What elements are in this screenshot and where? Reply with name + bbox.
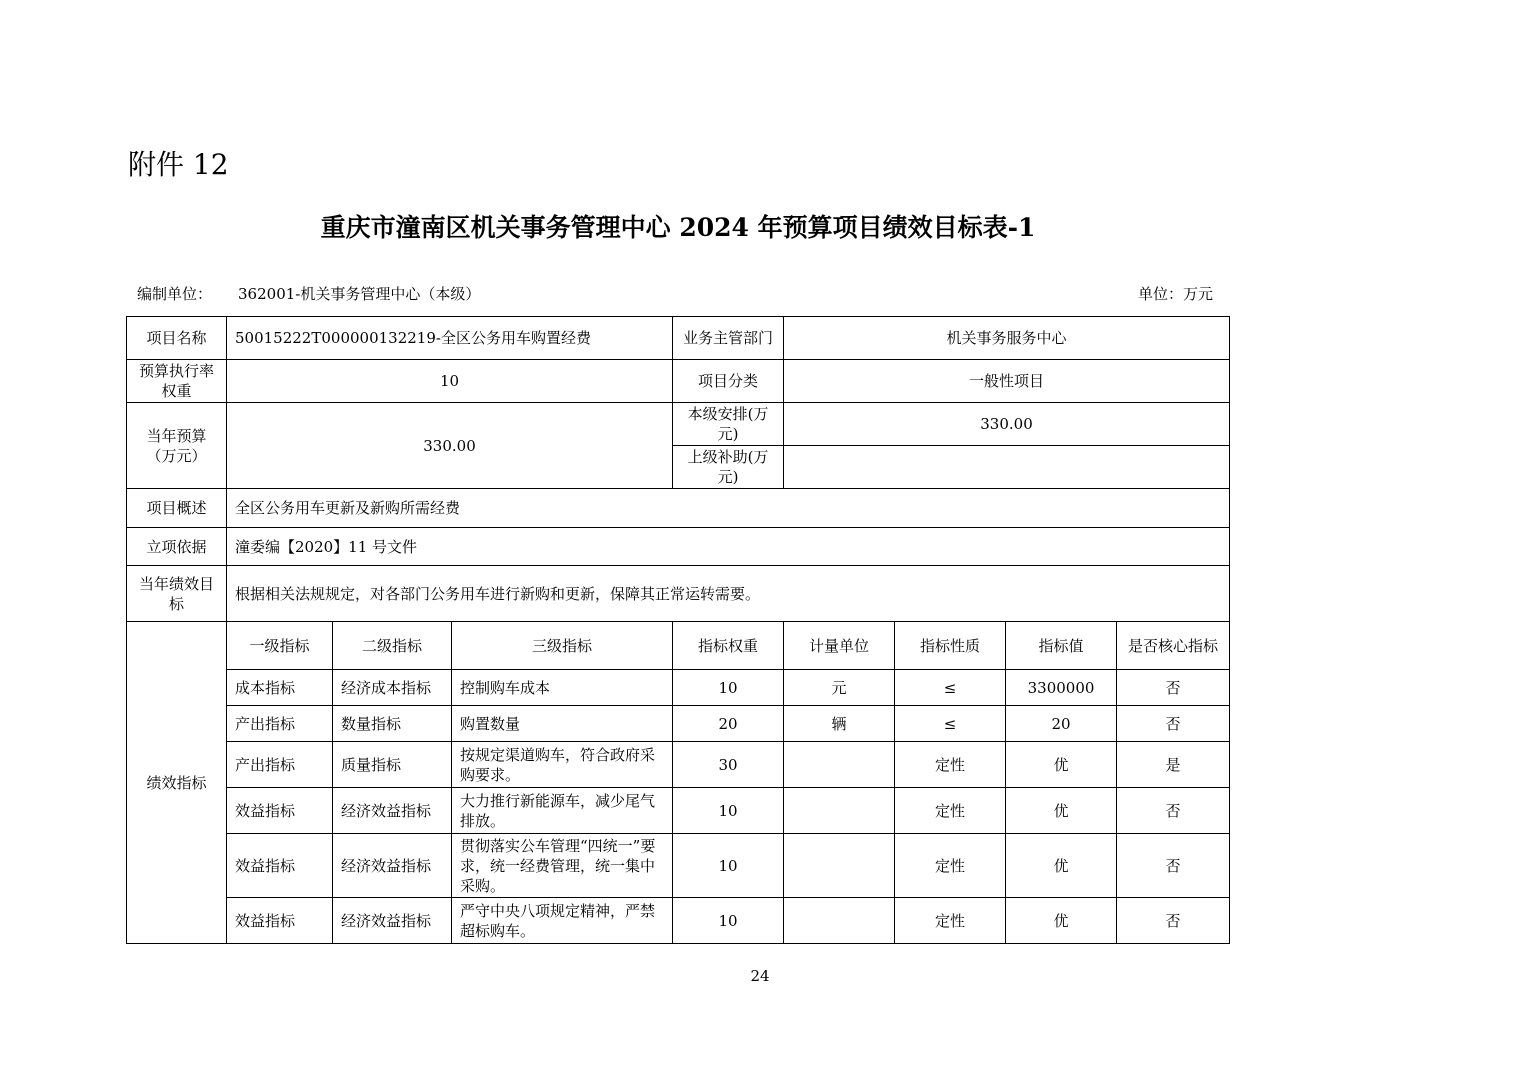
core-cell: 否 <box>1117 788 1230 834</box>
performance-table <box>126 316 1230 944</box>
indicator-header: 指标值 <box>1006 622 1117 670</box>
org-value: 362001-机关事务管理中心（本级） <box>238 285 481 303</box>
nature-cell: 定性 <box>895 898 1006 944</box>
value-cell: 20 <box>1006 706 1117 742</box>
dept-label: 业务主管部门 <box>673 317 784 360</box>
table-row <box>127 834 1230 898</box>
weight-cell: 10 <box>673 898 784 944</box>
org-label: 编制单位： <box>137 285 213 303</box>
nature-cell: 定性 <box>895 834 1006 898</box>
level3-cell: 贯彻落实公车管理“四统一”要求，统一经费管理，统一集中采购。 <box>452 834 673 898</box>
page-number: 24 <box>750 967 770 985</box>
level2-cell: 数量指标 <box>333 706 452 742</box>
page-title: 重庆市潼南区机关事务管理中心 2024 年预算项目绩效目标表-1 <box>320 213 1036 242</box>
indicator-header: 一级指标 <box>227 622 333 670</box>
weight-cell: 10 <box>673 670 784 706</box>
basis-label: 立项依据 <box>127 528 227 566</box>
level2-cell: 经济成本指标 <box>333 670 452 706</box>
unit-cell <box>784 834 895 898</box>
indicator-header: 是否核心指标 <box>1117 622 1230 670</box>
table-row <box>127 788 1230 834</box>
unit-cell <box>784 788 895 834</box>
category-value: 一般性项目 <box>784 360 1230 403</box>
weight-cell: 20 <box>673 706 784 742</box>
level2-cell: 经济效益指标 <box>333 898 452 944</box>
table-row <box>127 670 1230 706</box>
table-row <box>127 706 1230 742</box>
weight-cell: 10 <box>673 834 784 898</box>
indicator-header: 指标性质 <box>895 622 1006 670</box>
indicator-header: 指标权重 <box>673 622 784 670</box>
nature-cell: ≤ <box>895 670 1006 706</box>
indicator-header: 三级指标 <box>452 622 673 670</box>
unit-cell <box>784 898 895 944</box>
value-cell: 优 <box>1006 834 1117 898</box>
category-label: 项目分类 <box>673 360 784 403</box>
nature-cell: ≤ <box>895 706 1006 742</box>
unit-label: 单位：万元 <box>1138 285 1214 303</box>
core-cell: 否 <box>1117 706 1230 742</box>
level3-cell: 控制购车成本 <box>452 670 673 706</box>
indicator-header: 计量单位 <box>784 622 895 670</box>
weight-label: 预算执行率权重 <box>127 360 227 403</box>
project-name: 50015222T000000132219-全区公务用车购置经费 <box>227 317 673 360</box>
value-cell: 优 <box>1006 742 1117 788</box>
unit-cell: 辆 <box>784 706 895 742</box>
core-cell: 否 <box>1117 670 1230 706</box>
dept-value: 机关事务服务中心 <box>784 317 1230 360</box>
project-name-label: 项目名称 <box>127 317 227 360</box>
level1-cell: 效益指标 <box>227 834 333 898</box>
goal-value: 根据相关法规规定，对各部门公务用车进行新购和更新，保障其正常运转需要。 <box>227 566 1230 622</box>
goal-label: 当年绩效目标 <box>127 566 227 622</box>
budget-label: 当年预算（万元） <box>127 403 227 489</box>
level1-cell: 效益指标 <box>227 788 333 834</box>
weight-value: 10 <box>227 360 673 403</box>
upper-value <box>784 446 1230 489</box>
budget-value: 330.00 <box>227 403 673 489</box>
level3-cell: 按规定渠道购车，符合政府采购要求。 <box>452 742 673 788</box>
value-cell: 优 <box>1006 788 1117 834</box>
org-line <box>137 283 480 304</box>
core-cell: 否 <box>1117 834 1230 898</box>
core-cell: 是 <box>1117 742 1230 788</box>
nature-cell: 定性 <box>895 788 1006 834</box>
level1-cell: 产出指标 <box>227 706 333 742</box>
attachment-label: 附件 12 <box>128 148 229 181</box>
level1-cell: 成本指标 <box>227 670 333 706</box>
local-label: 本级安排(万元) <box>673 403 784 446</box>
table-row <box>127 742 1230 788</box>
upper-label: 上级补助(万元) <box>673 446 784 489</box>
indicator-header: 二级指标 <box>333 622 452 670</box>
value-cell: 3300000 <box>1006 670 1117 706</box>
level3-cell: 购置数量 <box>452 706 673 742</box>
level1-cell: 效益指标 <box>227 898 333 944</box>
overview-value: 全区公务用车更新及新购所需经费 <box>227 489 1230 528</box>
weight-cell: 30 <box>673 742 784 788</box>
value-cell: 优 <box>1006 898 1117 944</box>
basis-value: 潼委编【2020】11 号文件 <box>227 528 1230 566</box>
level2-cell: 质量指标 <box>333 742 452 788</box>
level1-cell: 产出指标 <box>227 742 333 788</box>
level2-cell: 经济效益指标 <box>333 834 452 898</box>
weight-cell: 10 <box>673 788 784 834</box>
overview-label: 项目概述 <box>127 489 227 528</box>
level3-cell: 大力推行新能源车，减少尾气排放。 <box>452 788 673 834</box>
indicator-section-label: 绩效指标 <box>127 622 227 944</box>
core-cell: 否 <box>1117 898 1230 944</box>
unit-cell <box>784 742 895 788</box>
nature-cell: 定性 <box>895 742 1006 788</box>
table-row <box>127 898 1230 944</box>
unit-cell: 元 <box>784 670 895 706</box>
local-value: 330.00 <box>784 403 1230 446</box>
level2-cell: 经济效益指标 <box>333 788 452 834</box>
level3-cell: 严守中央八项规定精神，严禁超标购车。 <box>452 898 673 944</box>
